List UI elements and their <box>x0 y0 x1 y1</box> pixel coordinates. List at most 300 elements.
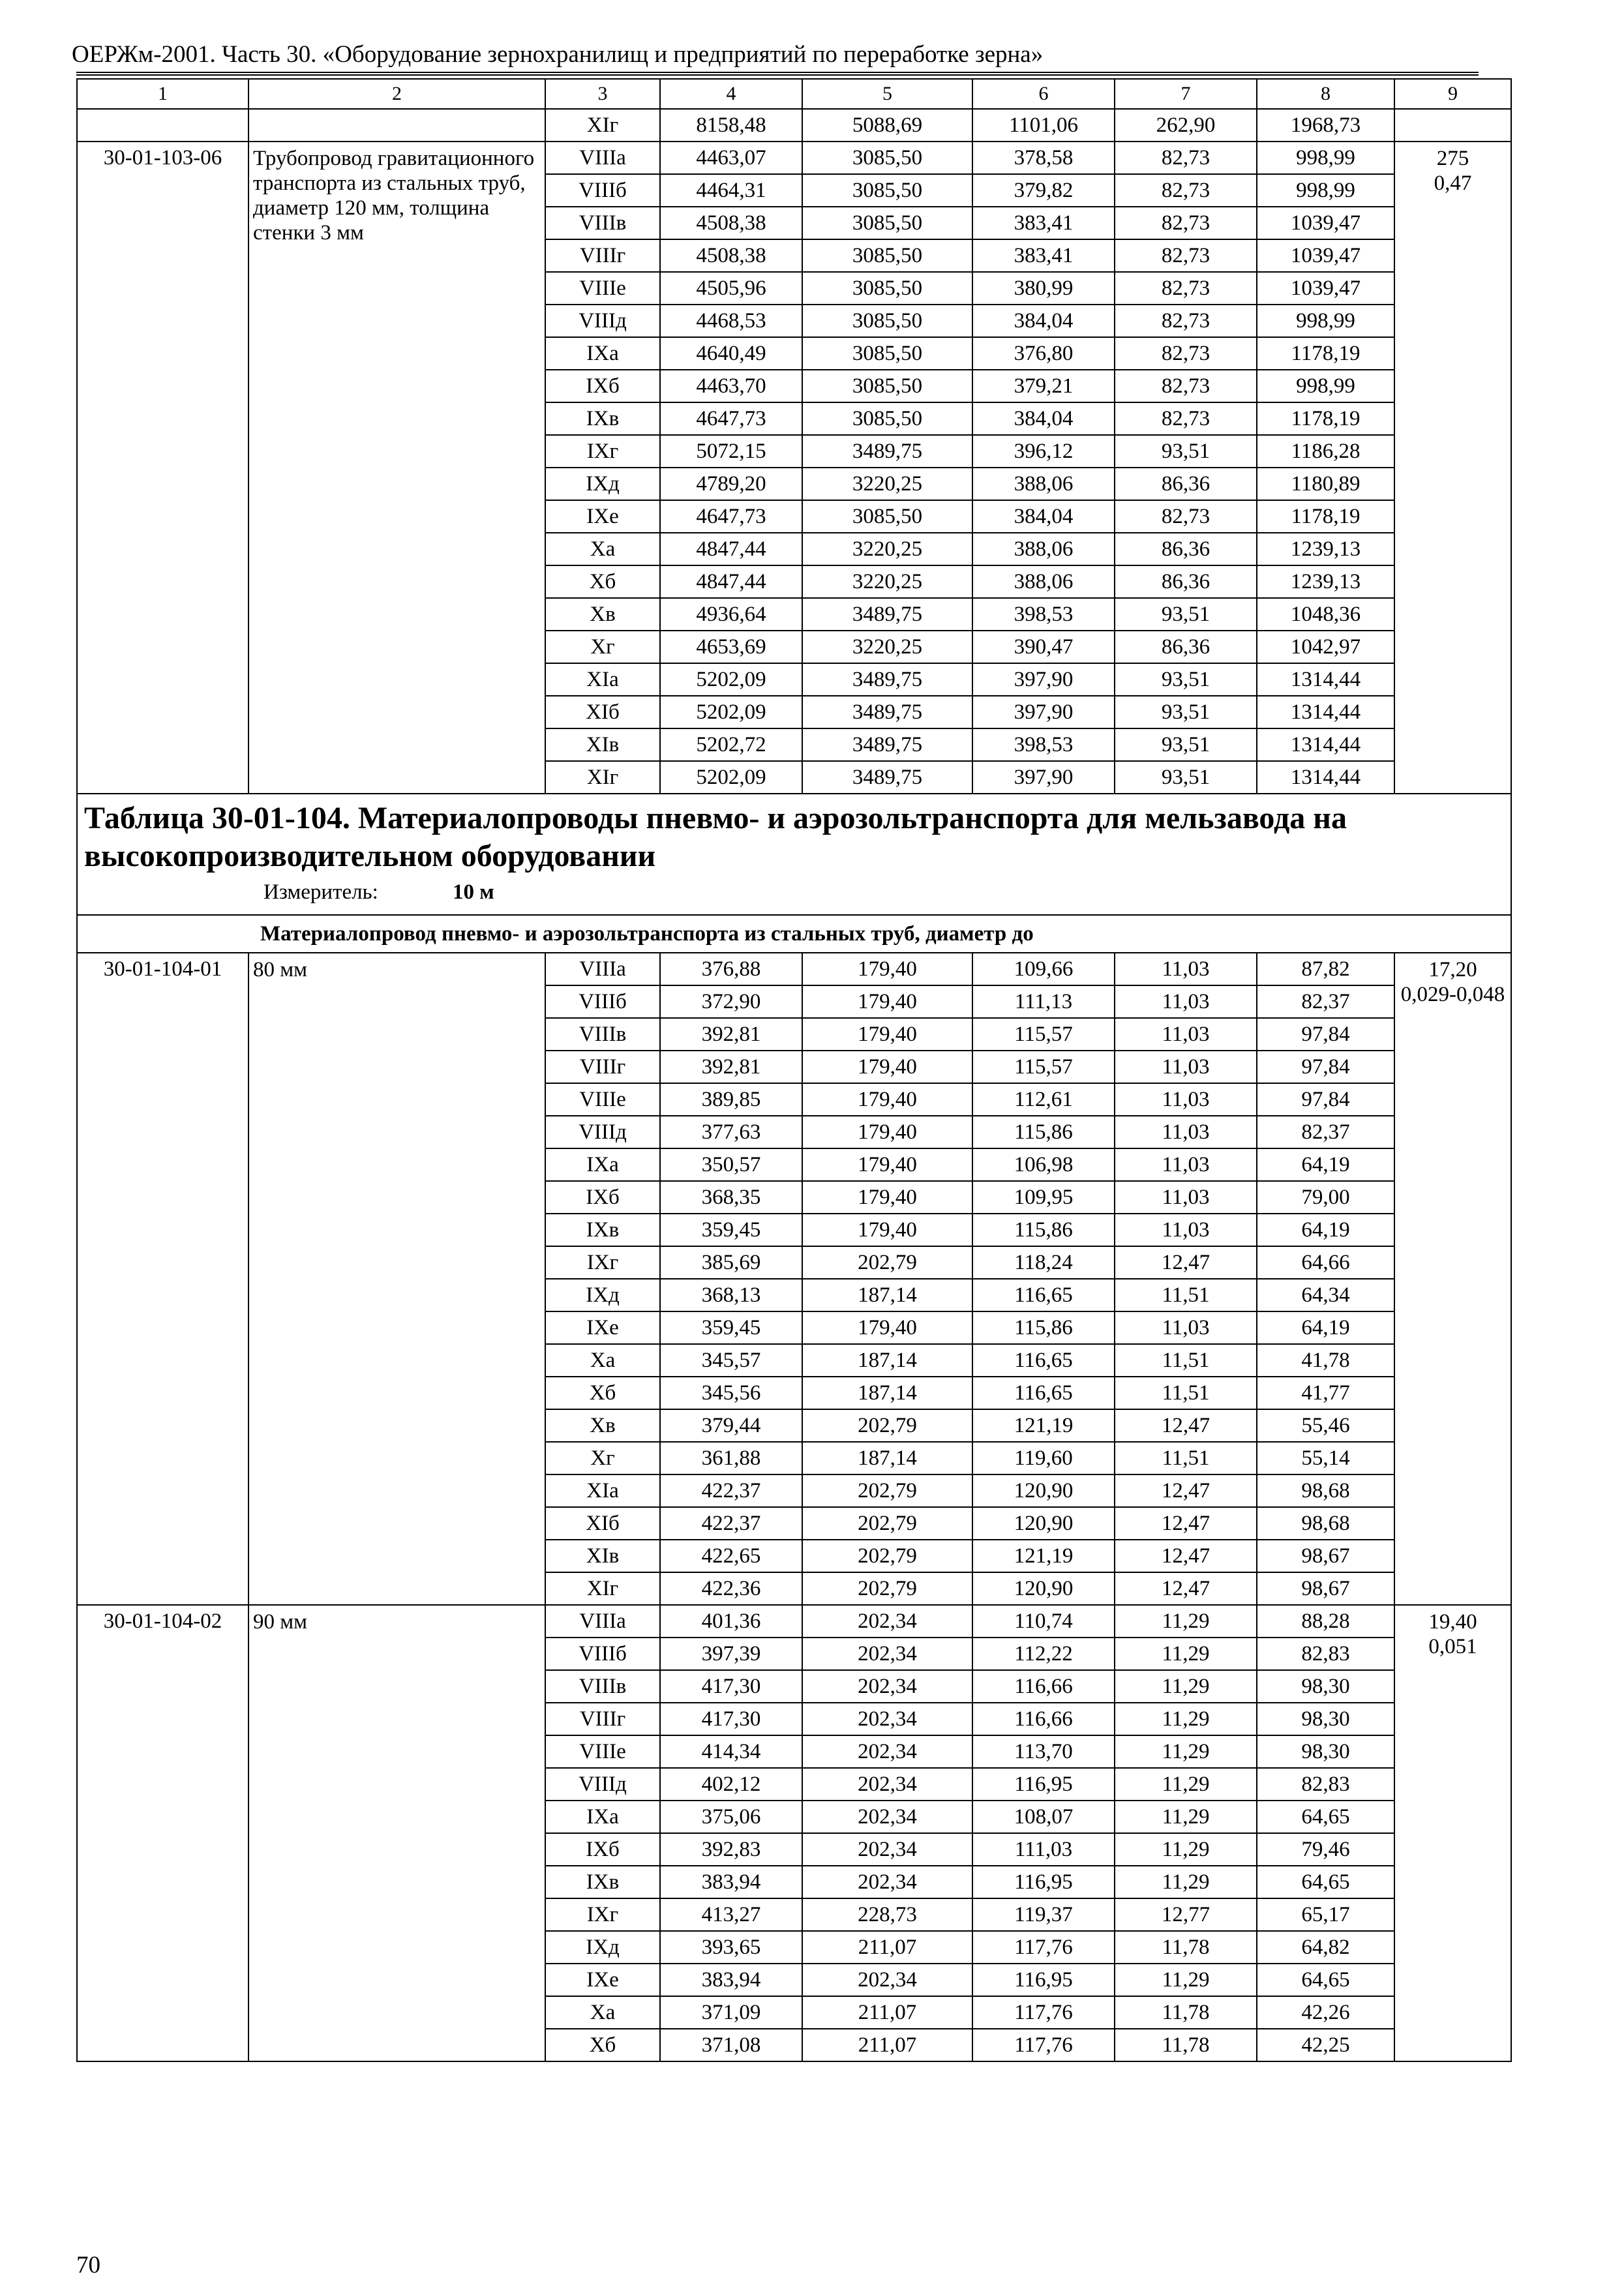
value-cell: 5202,09 <box>660 663 802 696</box>
zone-cell: IХб <box>545 1181 660 1214</box>
zone-cell: ХIа <box>545 1474 660 1507</box>
value-cell: 97,84 <box>1257 1018 1394 1051</box>
value-cell: 64,19 <box>1257 1311 1394 1344</box>
value-cell: 121,19 <box>972 1540 1115 1572</box>
value-cell: 1048,36 <box>1257 598 1394 631</box>
zone-cell: ХIв <box>545 728 660 761</box>
value-cell: 202,34 <box>802 1964 972 1996</box>
column-9-value: 17,20 <box>1428 958 1477 981</box>
value-cell: 11,03 <box>1115 1051 1257 1083</box>
zone-cell: VIIIа <box>545 1605 660 1638</box>
value-cell: 79,00 <box>1257 1181 1394 1214</box>
value-cell: 119,37 <box>972 1898 1115 1931</box>
value-cell: 179,40 <box>802 1214 972 1246</box>
zone-cell: IХа <box>545 1148 660 1181</box>
value-cell: 11,51 <box>1115 1344 1257 1377</box>
value-cell: 98,30 <box>1257 1670 1394 1703</box>
value-cell: 4508,38 <box>660 207 802 239</box>
zone-cell: IХа <box>545 1801 660 1833</box>
value-cell: 98,30 <box>1257 1735 1394 1768</box>
value-cell: 12,77 <box>1115 1898 1257 1931</box>
zone-cell: VIIIе <box>545 1083 660 1116</box>
value-cell: 422,36 <box>660 1572 802 1605</box>
value-cell: 3085,50 <box>802 272 972 305</box>
value-cell: 64,65 <box>1257 1866 1394 1898</box>
value-cell: 998,99 <box>1257 305 1394 337</box>
value-cell: 422,37 <box>660 1507 802 1540</box>
rate-code: 30-01-103-06 <box>77 142 248 794</box>
value-cell: 116,95 <box>972 1768 1115 1801</box>
value-cell: 120,90 <box>972 1572 1115 1605</box>
value-cell: 4789,20 <box>660 468 802 500</box>
value-cell: 1042,97 <box>1257 631 1394 663</box>
value-cell: 179,40 <box>802 985 972 1018</box>
zone-cell: Ха <box>545 533 660 565</box>
value-cell: 392,83 <box>660 1833 802 1866</box>
value-cell: 371,09 <box>660 1996 802 2029</box>
column-9-value: 19,40 <box>1428 1610 1477 1634</box>
value-cell: 3220,25 <box>802 631 972 663</box>
rates-table <box>76 78 1512 2062</box>
value-cell: 12,47 <box>1115 1540 1257 1572</box>
column-number: 7 <box>1115 79 1257 109</box>
value-cell: 376,80 <box>972 337 1115 370</box>
value-cell: 3085,50 <box>802 305 972 337</box>
column-number: 6 <box>972 79 1115 109</box>
value-cell: 4463,07 <box>660 142 802 174</box>
value-cell: 115,86 <box>972 1214 1115 1246</box>
zone-cell: VIIIб <box>545 985 660 1018</box>
value-cell: 202,79 <box>802 1507 972 1540</box>
value-cell: 3489,75 <box>802 435 972 468</box>
value-cell: 82,73 <box>1115 500 1257 533</box>
value-cell: 359,45 <box>660 1214 802 1246</box>
value-cell: 5202,72 <box>660 728 802 761</box>
value-cell: 11,51 <box>1115 1442 1257 1474</box>
value-cell: 417,30 <box>660 1670 802 1703</box>
zone-cell: IХд <box>545 1279 660 1311</box>
zone-cell: IХв <box>545 1866 660 1898</box>
value-cell: 120,90 <box>972 1474 1115 1507</box>
zone-cell: ХIг <box>545 109 660 142</box>
value-cell: 82,73 <box>1115 239 1257 272</box>
value-cell: 179,40 <box>802 1311 972 1344</box>
value-cell: 97,84 <box>1257 1083 1394 1116</box>
value-cell: 82,73 <box>1115 142 1257 174</box>
value-cell: 109,66 <box>972 953 1115 985</box>
zone-cell: IХг <box>545 1246 660 1279</box>
header-rule <box>76 72 1479 73</box>
value-cell: 11,29 <box>1115 1801 1257 1833</box>
value-cell: 202,34 <box>802 1638 972 1670</box>
zone-cell: IХе <box>545 1964 660 1996</box>
table-title-row <box>77 794 1511 915</box>
value-cell: 93,51 <box>1115 435 1257 468</box>
value-cell: 397,90 <box>972 761 1115 794</box>
value-cell: 397,90 <box>972 696 1115 728</box>
value-cell: 4463,70 <box>660 370 802 402</box>
value-cell: 3220,25 <box>802 565 972 598</box>
value-cell: 116,66 <box>972 1670 1115 1703</box>
value-cell: 116,65 <box>972 1279 1115 1311</box>
value-cell: 12,47 <box>1115 1474 1257 1507</box>
zone-cell: Хг <box>545 1442 660 1474</box>
rate-description: 90 мм <box>248 1605 545 2061</box>
value-cell: 65,17 <box>1257 1898 1394 1931</box>
value-cell: 371,08 <box>660 2029 802 2061</box>
value-cell: 3489,75 <box>802 728 972 761</box>
value-cell: 12,47 <box>1115 1246 1257 1279</box>
value-cell: 116,65 <box>972 1377 1115 1409</box>
column-numbers-row <box>77 79 1511 109</box>
value-cell: 64,34 <box>1257 1279 1394 1311</box>
column-number: 8 <box>1257 79 1394 109</box>
value-cell: 179,40 <box>802 1181 972 1214</box>
value-cell: 82,73 <box>1115 305 1257 337</box>
value-cell: 4847,44 <box>660 565 802 598</box>
value-cell: 82,73 <box>1115 272 1257 305</box>
value-cell: 55,14 <box>1257 1442 1394 1474</box>
value-cell: 202,79 <box>802 1409 972 1442</box>
column-9-value: 0,029-0,048 <box>1400 983 1505 1006</box>
value-cell: 5202,09 <box>660 696 802 728</box>
zone-cell: Ха <box>545 1996 660 2029</box>
value-cell: 11,03 <box>1115 1083 1257 1116</box>
value-cell: 11,51 <box>1115 1377 1257 1409</box>
value-cell: 998,99 <box>1257 174 1394 207</box>
value-cell: 413,27 <box>660 1898 802 1931</box>
value-cell: 211,07 <box>802 2029 972 2061</box>
value-cell: 93,51 <box>1115 728 1257 761</box>
zone-cell: IХг <box>545 1898 660 1931</box>
value-cell: 1180,89 <box>1257 468 1394 500</box>
value-cell: 1968,73 <box>1257 109 1394 142</box>
value-cell: 202,34 <box>802 1670 972 1703</box>
value-cell: 378,58 <box>972 142 1115 174</box>
zone-cell: IХд <box>545 1931 660 1964</box>
rate-code: 30-01-104-01 <box>77 953 248 1605</box>
empty-cell <box>1394 109 1511 142</box>
value-cell: 82,83 <box>1257 1768 1394 1801</box>
value-cell: 118,24 <box>972 1246 1115 1279</box>
column-9-values <box>1394 1605 1511 2061</box>
value-cell: 402,12 <box>660 1768 802 1801</box>
value-cell: 12,47 <box>1115 1409 1257 1442</box>
zone-cell: IХв <box>545 402 660 435</box>
zone-cell: IХе <box>545 1311 660 1344</box>
zone-cell: VIIIе <box>545 272 660 305</box>
value-cell: 4508,38 <box>660 239 802 272</box>
zone-cell: IХа <box>545 337 660 370</box>
value-cell: 4640,49 <box>660 337 802 370</box>
value-cell: 998,99 <box>1257 142 1394 174</box>
rate-code: 30-01-104-02 <box>77 1605 248 2061</box>
value-cell: 396,12 <box>972 435 1115 468</box>
value-cell: 3085,50 <box>802 500 972 533</box>
zone-cell: VIIIд <box>545 1768 660 1801</box>
value-cell: 106,98 <box>972 1148 1115 1181</box>
column-number: 5 <box>802 79 972 109</box>
value-cell: 3489,75 <box>802 696 972 728</box>
value-cell: 392,81 <box>660 1018 802 1051</box>
subheader-row <box>77 915 1511 953</box>
zone-cell: Хв <box>545 1409 660 1442</box>
value-cell: 98,68 <box>1257 1507 1394 1540</box>
value-cell: 350,57 <box>660 1148 802 1181</box>
value-cell: 79,46 <box>1257 1833 1394 1866</box>
value-cell: 11,03 <box>1115 1116 1257 1148</box>
value-cell: 64,19 <box>1257 1148 1394 1181</box>
page-header: ОЕРЖм-2001. Часть 30. «Оборудование зернохранилищ и предприятий по переработке зерна» <box>72 41 1044 68</box>
value-cell: 1314,44 <box>1257 663 1394 696</box>
column-9-values <box>1394 953 1511 1605</box>
value-cell: 1039,47 <box>1257 239 1394 272</box>
value-cell: 379,44 <box>660 1409 802 1442</box>
value-cell: 388,06 <box>972 533 1115 565</box>
value-cell: 1039,47 <box>1257 207 1394 239</box>
value-cell: 202,79 <box>802 1246 972 1279</box>
value-cell: 11,29 <box>1115 1605 1257 1638</box>
value-cell: 401,36 <box>660 1605 802 1638</box>
value-cell: 115,57 <box>972 1051 1115 1083</box>
value-cell: 86,36 <box>1115 565 1257 598</box>
value-cell: 64,65 <box>1257 1964 1394 1996</box>
value-cell: 109,95 <box>972 1181 1115 1214</box>
value-cell: 116,65 <box>972 1344 1115 1377</box>
zone-cell: IХв <box>545 1214 660 1246</box>
value-cell: 119,60 <box>972 1442 1115 1474</box>
value-cell: 86,36 <box>1115 631 1257 663</box>
value-cell: 116,95 <box>972 1866 1115 1898</box>
value-cell: 87,82 <box>1257 953 1394 985</box>
value-cell: 392,81 <box>660 1051 802 1083</box>
value-cell: 202,79 <box>802 1540 972 1572</box>
value-cell: 422,65 <box>660 1540 802 1572</box>
value-cell: 3220,25 <box>802 468 972 500</box>
value-cell: 998,99 <box>1257 370 1394 402</box>
value-cell: 112,61 <box>972 1083 1115 1116</box>
value-cell: 82,37 <box>1257 1116 1394 1148</box>
empty-cell <box>248 109 545 142</box>
value-cell: 1178,19 <box>1257 500 1394 533</box>
value-cell: 12,47 <box>1115 1572 1257 1605</box>
value-cell: 179,40 <box>802 1116 972 1148</box>
value-cell: 41,77 <box>1257 1377 1394 1409</box>
value-cell: 375,06 <box>660 1801 802 1833</box>
value-cell: 11,29 <box>1115 1866 1257 1898</box>
table-row <box>77 953 1511 985</box>
rate-description: Трубопровод гравитационного транспорта из стальных труб, диаметр 120 мм, толщина стенки 3 мм <box>248 142 545 794</box>
value-cell: 388,06 <box>972 468 1115 500</box>
value-cell: 368,13 <box>660 1279 802 1311</box>
value-cell: 82,37 <box>1257 985 1394 1018</box>
column-9-value: 0,47 <box>1434 172 1472 195</box>
value-cell: 4505,96 <box>660 272 802 305</box>
value-cell: 3085,50 <box>802 174 972 207</box>
value-cell: 361,88 <box>660 1442 802 1474</box>
value-cell: 3085,50 <box>802 207 972 239</box>
zone-cell: Хв <box>545 598 660 631</box>
value-cell: 179,40 <box>802 953 972 985</box>
value-cell: 111,13 <box>972 985 1115 1018</box>
value-cell: 384,04 <box>972 402 1115 435</box>
value-cell: 202,34 <box>802 1703 972 1735</box>
zone-cell: Хб <box>545 2029 660 2061</box>
value-cell: 390,47 <box>972 631 1115 663</box>
value-cell: 11,03 <box>1115 1148 1257 1181</box>
zone-cell: VIIIв <box>545 1018 660 1051</box>
value-cell: 11,78 <box>1115 1931 1257 1964</box>
zone-cell: ХIг <box>545 761 660 794</box>
value-cell: 82,73 <box>1115 370 1257 402</box>
value-cell: 345,57 <box>660 1344 802 1377</box>
value-cell: 202,34 <box>802 1735 972 1768</box>
value-cell: 64,65 <box>1257 1801 1394 1833</box>
value-cell: 120,90 <box>972 1507 1115 1540</box>
zone-cell: ХIб <box>545 1507 660 1540</box>
zone-cell: VIIIг <box>545 239 660 272</box>
zone-cell: VIIIд <box>545 305 660 337</box>
value-cell: 11,29 <box>1115 1638 1257 1670</box>
value-cell: 4653,69 <box>660 631 802 663</box>
value-cell: 262,90 <box>1115 109 1257 142</box>
value-cell: 1314,44 <box>1257 696 1394 728</box>
value-cell: 372,90 <box>660 985 802 1018</box>
value-cell: 383,94 <box>660 1964 802 1996</box>
value-cell: 202,79 <box>802 1572 972 1605</box>
value-cell: 397,90 <box>972 663 1115 696</box>
value-cell: 64,19 <box>1257 1214 1394 1246</box>
value-cell: 202,34 <box>802 1833 972 1866</box>
value-cell: 202,34 <box>802 1768 972 1801</box>
value-cell: 398,53 <box>972 598 1115 631</box>
value-cell: 380,99 <box>972 272 1115 305</box>
value-cell: 1101,06 <box>972 109 1115 142</box>
value-cell: 8158,48 <box>660 109 802 142</box>
value-cell: 5072,15 <box>660 435 802 468</box>
column-number: 9 <box>1394 79 1511 109</box>
zone-cell: Хб <box>545 1377 660 1409</box>
value-cell: 112,22 <box>972 1638 1115 1670</box>
table-title: Таблица 30-01-104. Материалопроводы пневмо- и аэрозольтранспорта для мельзавода на высокопроизводительном оборудовании <box>84 801 1347 873</box>
zone-cell: Хг <box>545 631 660 663</box>
value-cell: 11,29 <box>1115 1964 1257 1996</box>
value-cell: 98,68 <box>1257 1474 1394 1507</box>
column-number: 3 <box>545 79 660 109</box>
zone-cell: VIIIа <box>545 953 660 985</box>
value-cell: 179,40 <box>802 1018 972 1051</box>
value-cell: 42,26 <box>1257 1996 1394 2029</box>
value-cell: 384,04 <box>972 305 1115 337</box>
zone-cell: ХIв <box>545 1540 660 1572</box>
value-cell: 11,03 <box>1115 953 1257 985</box>
value-cell: 4647,73 <box>660 500 802 533</box>
value-cell: 82,73 <box>1115 402 1257 435</box>
value-cell: 3085,50 <box>802 370 972 402</box>
value-cell: 93,51 <box>1115 761 1257 794</box>
table-row <box>77 109 1511 142</box>
value-cell: 11,03 <box>1115 1311 1257 1344</box>
value-cell: 1186,28 <box>1257 435 1394 468</box>
column-9-value: 275 <box>1436 147 1469 170</box>
value-cell: 64,82 <box>1257 1931 1394 1964</box>
value-cell: 3489,75 <box>802 598 972 631</box>
subheader: Материалопровод пневмо- и аэрозольтранспорта из стальных труб, диаметр до <box>77 915 1511 953</box>
zone-cell: IХг <box>545 435 660 468</box>
value-cell: 88,28 <box>1257 1605 1394 1638</box>
value-cell: 11,29 <box>1115 1670 1257 1703</box>
table-title-cell <box>77 794 1511 915</box>
value-cell: 379,21 <box>972 370 1115 402</box>
value-cell: 117,76 <box>972 2029 1115 2061</box>
value-cell: 11,03 <box>1115 1018 1257 1051</box>
value-cell: 179,40 <box>802 1148 972 1181</box>
rate-description: 80 мм <box>248 953 545 1605</box>
column-number: 2 <box>248 79 545 109</box>
value-cell: 202,34 <box>802 1866 972 1898</box>
value-cell: 82,73 <box>1115 174 1257 207</box>
table-row <box>77 1605 1511 1638</box>
value-cell: 64,66 <box>1257 1246 1394 1279</box>
value-cell: 117,76 <box>972 1996 1115 2029</box>
value-cell: 3489,75 <box>802 663 972 696</box>
value-cell: 179,40 <box>802 1051 972 1083</box>
value-cell: 86,36 <box>1115 468 1257 500</box>
value-cell: 113,70 <box>972 1735 1115 1768</box>
value-cell: 93,51 <box>1115 598 1257 631</box>
value-cell: 379,82 <box>972 174 1115 207</box>
value-cell: 3489,75 <box>802 761 972 794</box>
value-cell: 116,66 <box>972 1703 1115 1735</box>
value-cell: 359,45 <box>660 1311 802 1344</box>
value-cell: 1314,44 <box>1257 761 1394 794</box>
header-rule-2 <box>76 74 1479 76</box>
zone-cell: ХIг <box>545 1572 660 1605</box>
column-9-values <box>1394 142 1511 794</box>
value-cell: 417,30 <box>660 1703 802 1735</box>
zone-cell: ХIб <box>545 696 660 728</box>
unit-line <box>84 879 1504 905</box>
value-cell: 11,03 <box>1115 1214 1257 1246</box>
value-cell: 383,94 <box>660 1866 802 1898</box>
value-cell: 3085,50 <box>802 239 972 272</box>
value-cell: 1178,19 <box>1257 337 1394 370</box>
value-cell: 388,06 <box>972 565 1115 598</box>
value-cell: 187,14 <box>802 1279 972 1311</box>
value-cell: 115,57 <box>972 1018 1115 1051</box>
value-cell: 1178,19 <box>1257 402 1394 435</box>
zone-cell: ХIа <box>545 663 660 696</box>
unit-label: Измеритель: <box>263 880 378 904</box>
value-cell: 422,37 <box>660 1474 802 1507</box>
value-cell: 228,73 <box>802 1898 972 1931</box>
value-cell: 98,30 <box>1257 1703 1394 1735</box>
zone-cell: IХб <box>545 370 660 402</box>
value-cell: 398,53 <box>972 728 1115 761</box>
value-cell: 1239,13 <box>1257 565 1394 598</box>
unit-value: 10 м <box>453 880 494 904</box>
value-cell: 111,03 <box>972 1833 1115 1866</box>
value-cell: 211,07 <box>802 1996 972 2029</box>
zone-cell: VIIIа <box>545 142 660 174</box>
value-cell: 3220,25 <box>802 533 972 565</box>
value-cell: 86,36 <box>1115 533 1257 565</box>
value-cell: 383,41 <box>972 239 1115 272</box>
value-cell: 55,46 <box>1257 1409 1394 1442</box>
value-cell: 11,51 <box>1115 1279 1257 1311</box>
table-row <box>77 142 1511 174</box>
page-number: 70 <box>76 2252 100 2279</box>
